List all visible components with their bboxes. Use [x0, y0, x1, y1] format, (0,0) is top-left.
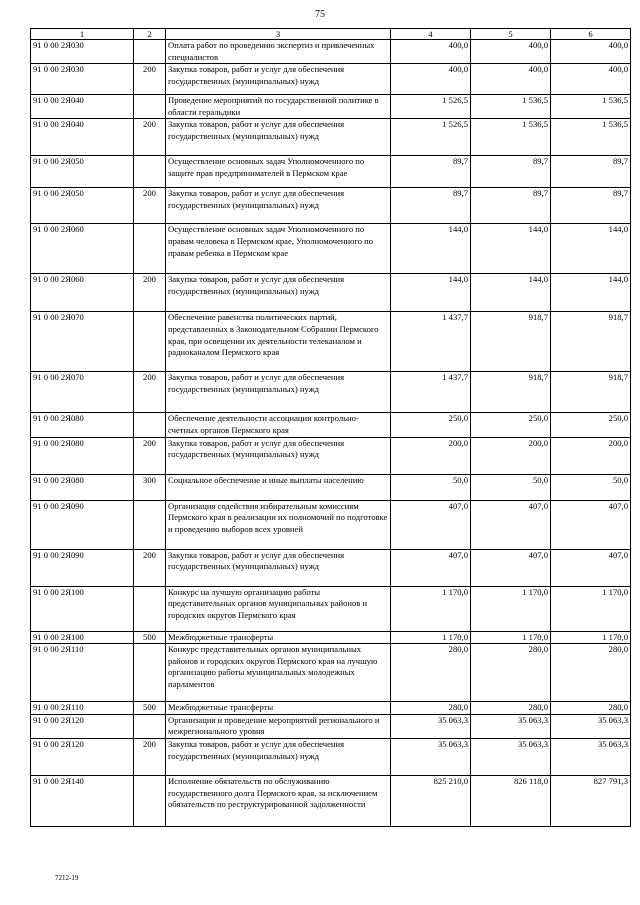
expense-type-cell	[134, 644, 166, 702]
document-code: 7212-19	[55, 874, 79, 882]
header-col-4: 4	[391, 29, 471, 40]
expense-type-cell: 300	[134, 474, 166, 500]
item-name-cell: Закупка товаров, работ и услуг для обеспечения государственных (муниципальных) нужд	[166, 372, 391, 413]
table-row	[31, 714, 631, 738]
table-row	[31, 702, 631, 715]
expense-type-cell: 200	[134, 549, 166, 586]
header-col-6: 6	[551, 29, 631, 40]
amount-col-6-cell: 918,7	[551, 312, 631, 372]
table-row	[31, 500, 631, 549]
amount-col-6-cell: 144,0	[551, 224, 631, 274]
budget-code-cell: 91 0 00 2Я060	[31, 274, 134, 312]
amount-col-6-cell: 400,0	[551, 40, 631, 64]
amount-col-4-cell: 280,0	[391, 644, 471, 702]
amount-col-4-cell: 35 063,3	[391, 714, 471, 738]
amount-col-6-cell: 827 791,3	[551, 775, 631, 826]
budget-code-cell: 91 0 00 2Я070	[31, 372, 134, 413]
item-name-cell: Конкурс на лучшую организацию работы представительных органов муниципальных районов и городских округов Пермского края	[166, 586, 391, 631]
budget-code-cell: 91 0 00 2Я090	[31, 549, 134, 586]
item-name-cell: Обеспечение деятельности ассоциации контрольно-счетных органов Пермского края	[166, 413, 391, 437]
budget-code-cell: 91 0 00 2Я090	[31, 500, 134, 549]
amount-col-6-cell: 144,0	[551, 274, 631, 312]
amount-col-4-cell: 400,0	[391, 64, 471, 95]
budget-code-cell: 91 0 00 2Я080	[31, 437, 134, 474]
expense-type-cell	[134, 775, 166, 826]
table-row	[31, 95, 631, 119]
item-name-cell: Обеспечение равенства политических партий, представленных в Законодательном Собрании Пермского края, при освещении их деятельности телеканалом и радиоканалом Пермского края	[166, 312, 391, 372]
amount-col-6-cell: 407,0	[551, 549, 631, 586]
amount-col-4-cell: 407,0	[391, 549, 471, 586]
amount-col-5-cell: 918,7	[471, 372, 551, 413]
expense-type-cell: 200	[134, 437, 166, 474]
budget-code-cell: 91 0 00 2Я030	[31, 64, 134, 95]
amount-col-5-cell: 35 063,3	[471, 714, 551, 738]
amount-col-4-cell: 1 170,0	[391, 586, 471, 631]
amount-col-5-cell: 280,0	[471, 702, 551, 715]
expense-type-cell	[134, 312, 166, 372]
amount-col-5-cell: 918,7	[471, 312, 551, 372]
amount-col-4-cell: 1 526,5	[391, 119, 471, 156]
amount-col-4-cell: 1 526,5	[391, 95, 471, 119]
amount-col-4-cell: 1 437,7	[391, 372, 471, 413]
amount-col-5-cell: 1 536,5	[471, 119, 551, 156]
amount-col-5-cell: 144,0	[471, 274, 551, 312]
table-row	[31, 775, 631, 826]
amount-col-4-cell: 825 210,0	[391, 775, 471, 826]
amount-col-6-cell: 89,7	[551, 156, 631, 188]
table-body	[31, 40, 631, 827]
amount-col-6-cell: 400,0	[551, 64, 631, 95]
table-row	[31, 188, 631, 224]
expense-type-cell	[134, 95, 166, 119]
expense-type-cell: 200	[134, 119, 166, 156]
budget-code-cell: 91 0 00 2Я120	[31, 738, 134, 775]
amount-col-5-cell: 400,0	[471, 64, 551, 95]
amount-col-4-cell: 89,7	[391, 188, 471, 224]
budget-code-cell: 91 0 00 2Я040	[31, 119, 134, 156]
table-row	[31, 372, 631, 413]
expense-type-cell	[134, 156, 166, 188]
amount-col-4-cell: 35 063,3	[391, 738, 471, 775]
amount-col-4-cell: 400,0	[391, 40, 471, 64]
amount-col-5-cell: 250,0	[471, 413, 551, 437]
amount-col-4-cell: 200,0	[391, 437, 471, 474]
amount-col-5-cell: 407,0	[471, 549, 551, 586]
table-row	[31, 64, 631, 95]
budget-code-cell: 91 0 00 2Я060	[31, 224, 134, 274]
amount-col-6-cell: 50,0	[551, 474, 631, 500]
item-name-cell: Закупка товаров, работ и услуг для обеспечения государственных (муниципальных) нужд	[166, 274, 391, 312]
table-row	[31, 224, 631, 274]
amount-col-5-cell: 407,0	[471, 500, 551, 549]
budget-code-cell: 91 0 00 2Я080	[31, 413, 134, 437]
budget-code-cell: 91 0 00 2Я140	[31, 775, 134, 826]
budget-code-cell: 91 0 00 2Я120	[31, 714, 134, 738]
amount-col-5-cell: 89,7	[471, 188, 551, 224]
expense-type-cell	[134, 40, 166, 64]
item-name-cell: Закупка товаров, работ и услуг для обеспечения государственных (муниципальных) нужд	[166, 64, 391, 95]
table-row	[31, 644, 631, 702]
amount-col-4-cell: 144,0	[391, 274, 471, 312]
amount-col-5-cell: 280,0	[471, 644, 551, 702]
amount-col-4-cell: 280,0	[391, 702, 471, 715]
amount-col-5-cell: 35 063,3	[471, 738, 551, 775]
amount-col-6-cell: 407,0	[551, 500, 631, 549]
budget-code-cell: 91 0 00 2Я070	[31, 312, 134, 372]
item-name-cell: Оплата работ по проведению экспертиз и привлеченных специалистов	[166, 40, 391, 64]
expense-type-cell	[134, 714, 166, 738]
amount-col-6-cell: 35 063,3	[551, 714, 631, 738]
budget-code-cell: 91 0 00 2Я050	[31, 188, 134, 224]
item-name-cell: Закупка товаров, работ и услуг для обеспечения государственных (муниципальных) нужд	[166, 437, 391, 474]
budget-code-cell: 91 0 00 2Я110	[31, 702, 134, 715]
amount-col-5-cell: 1 170,0	[471, 586, 551, 631]
item-name-cell: Исполнение обязательств по обслуживанию государственного долга Пермского края, за исключением обязательств по реструктурированной задолженности	[166, 775, 391, 826]
expense-type-cell	[134, 500, 166, 549]
item-name-cell: Организация содействия избирательным комиссиям Пермского края в реализации их полномочий по подготовке и проведению выборов всех уровней	[166, 500, 391, 549]
budget-code-cell: 91 0 00 2Я110	[31, 644, 134, 702]
amount-col-6-cell: 918,7	[551, 372, 631, 413]
amount-col-6-cell: 89,7	[551, 188, 631, 224]
amount-col-5-cell: 400,0	[471, 40, 551, 64]
amount-col-6-cell: 1 170,0	[551, 586, 631, 631]
table-row	[31, 274, 631, 312]
table-row	[31, 413, 631, 437]
amount-col-5-cell: 826 118,0	[471, 775, 551, 826]
budget-code-cell: 91 0 00 2Я050	[31, 156, 134, 188]
amount-col-4-cell: 89,7	[391, 156, 471, 188]
expense-type-cell: 200	[134, 738, 166, 775]
amount-col-6-cell: 280,0	[551, 702, 631, 715]
amount-col-5-cell: 144,0	[471, 224, 551, 274]
item-name-cell: Межбюджетные трансферты	[166, 631, 391, 644]
table-row	[31, 312, 631, 372]
header-col-1: 1	[31, 29, 134, 40]
budget-table	[30, 28, 631, 827]
table-row	[31, 586, 631, 631]
table-row	[31, 549, 631, 586]
header-col-2: 2	[134, 29, 166, 40]
budget-code-cell: 91 0 00 2Я100	[31, 631, 134, 644]
expense-type-cell: 500	[134, 631, 166, 644]
budget-code-cell: 91 0 00 2Я100	[31, 586, 134, 631]
amount-col-5-cell: 89,7	[471, 156, 551, 188]
amount-col-6-cell: 1 536,5	[551, 95, 631, 119]
amount-col-5-cell: 50,0	[471, 474, 551, 500]
amount-col-5-cell: 1 536,5	[471, 95, 551, 119]
item-name-cell: Социальное обеспечение и иные выплаты населению	[166, 474, 391, 500]
table-row	[31, 40, 631, 64]
expense-type-cell: 200	[134, 64, 166, 95]
expense-type-cell: 200	[134, 372, 166, 413]
amount-col-4-cell: 250,0	[391, 413, 471, 437]
budget-code-cell: 91 0 00 2Я040	[31, 95, 134, 119]
expense-type-cell	[134, 586, 166, 631]
amount-col-5-cell: 1 170,0	[471, 631, 551, 644]
expense-type-cell: 200	[134, 274, 166, 312]
table-row	[31, 156, 631, 188]
item-name-cell: Проведение мероприятий по государственной политике в области геральдики	[166, 95, 391, 119]
expense-type-cell: 200	[134, 188, 166, 224]
table-row	[31, 474, 631, 500]
header-col-3: 3	[166, 29, 391, 40]
item-name-cell: Осуществление основных задач Уполномоченного по правам человека в Пермском крае, Уполномоченного по правам ребенка в Пермском крае	[166, 224, 391, 274]
table-row	[31, 738, 631, 775]
expense-type-cell	[134, 413, 166, 437]
amount-col-6-cell: 35 063,3	[551, 738, 631, 775]
amount-col-4-cell: 407,0	[391, 500, 471, 549]
amount-col-5-cell: 200,0	[471, 437, 551, 474]
item-name-cell: Закупка товаров, работ и услуг для обеспечения государственных (муниципальных) нужд	[166, 188, 391, 224]
item-name-cell: Закупка товаров, работ и услуг для обеспечения государственных (муниципальных) нужд	[166, 119, 391, 156]
item-name-cell: Межбюджетные трансферты	[166, 702, 391, 715]
expense-type-cell: 500	[134, 702, 166, 715]
item-name-cell: Закупка товаров, работ и услуг для обеспечения государственных (муниципальных) нужд	[166, 549, 391, 586]
amount-col-6-cell: 1 536,5	[551, 119, 631, 156]
amount-col-6-cell: 1 170,0	[551, 631, 631, 644]
item-name-cell: Осуществление основных задач Уполномоченного по защите прав предпринимателей в Пермском крае	[166, 156, 391, 188]
item-name-cell: Закупка товаров, работ и услуг для обеспечения государственных (муниципальных) нужд	[166, 738, 391, 775]
table-row	[31, 437, 631, 474]
amount-col-4-cell: 50,0	[391, 474, 471, 500]
item-name-cell: Конкурс представительных органов муниципальных районов и городских округов Пермского края на лучшую организацию работы муниципальных молодежных парламентов	[166, 644, 391, 702]
amount-col-4-cell: 144,0	[391, 224, 471, 274]
amount-col-6-cell: 250,0	[551, 413, 631, 437]
amount-col-4-cell: 1 170,0	[391, 631, 471, 644]
header-row	[31, 29, 631, 40]
item-name-cell: Организация и проведение мероприятий регионального и межрегионального уровня	[166, 714, 391, 738]
table-row	[31, 631, 631, 644]
amount-col-4-cell: 1 437,7	[391, 312, 471, 372]
budget-code-cell: 91 0 00 2Я030	[31, 40, 134, 64]
budget-code-cell: 91 0 00 2Я080	[31, 474, 134, 500]
table-row	[31, 119, 631, 156]
expense-type-cell	[134, 224, 166, 274]
amount-col-6-cell: 280,0	[551, 644, 631, 702]
header-col-5: 5	[471, 29, 551, 40]
amount-col-6-cell: 200,0	[551, 437, 631, 474]
page-number: 75	[315, 9, 325, 20]
